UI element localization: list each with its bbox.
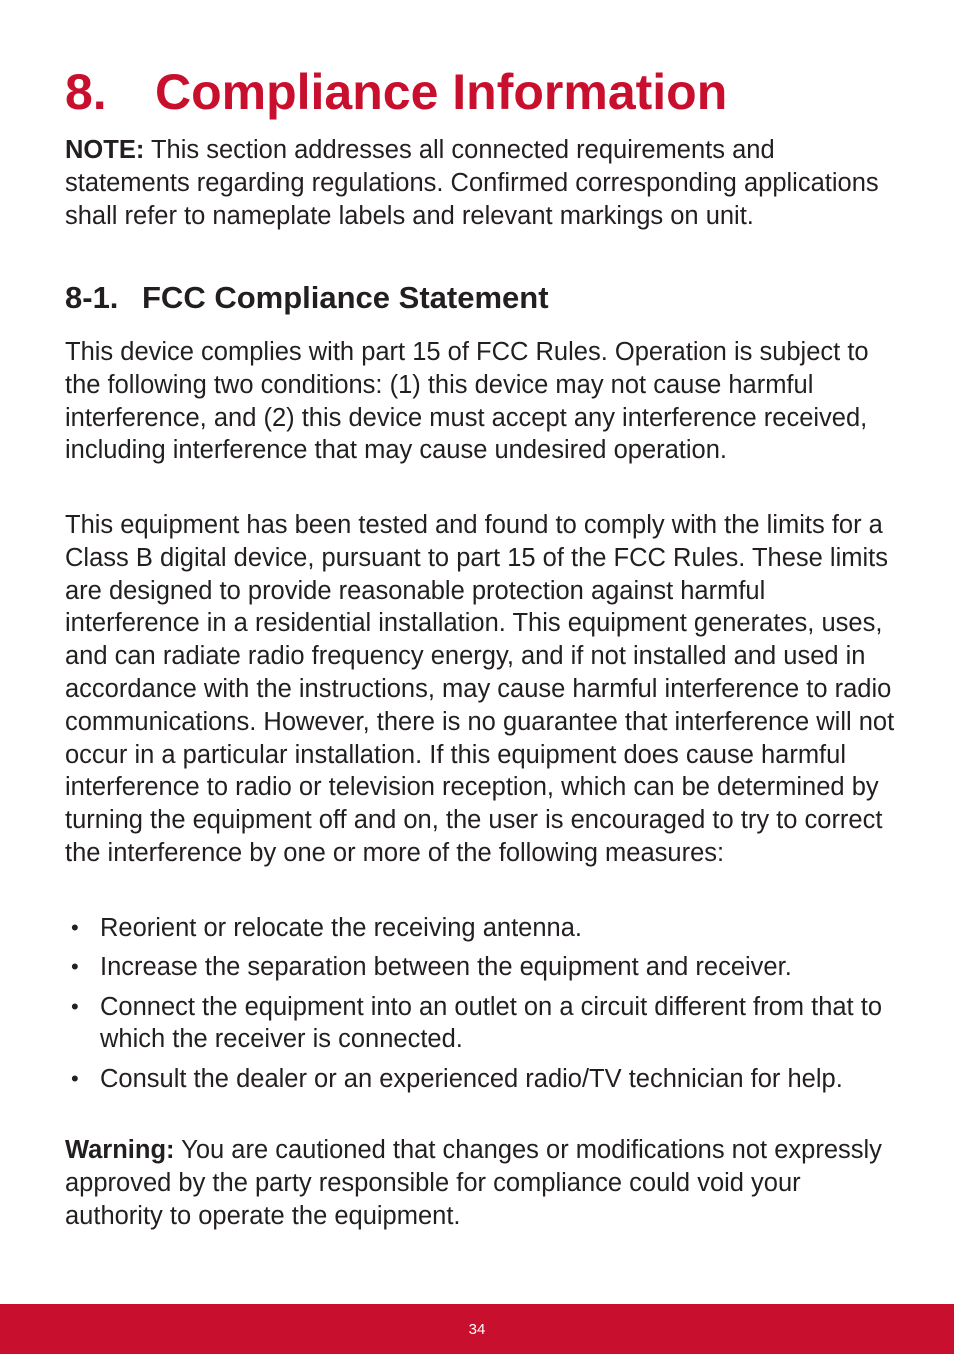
list-item-text: Increase the separation between the equipment and receiver. xyxy=(100,953,792,982)
bullet-icon: • xyxy=(71,954,79,980)
measures-list xyxy=(65,912,895,1102)
chapter-title xyxy=(65,62,727,122)
list-item xyxy=(65,912,895,945)
list-item xyxy=(65,1063,895,1096)
note-text: This section addresses all connected requirements and statements regarding regulations. Confirmed corresponding applications shall refer to nameplate labels and relevant markings on unit. xyxy=(65,136,879,230)
section-number: 8-1. xyxy=(65,280,119,315)
chapter-number: 8. xyxy=(65,64,107,120)
section-title xyxy=(65,278,549,318)
section-title-text: FCC Compliance Statement xyxy=(142,280,549,315)
page-number: 34 xyxy=(468,1320,486,1338)
warning-text: You are cautioned that changes or modifications not expressly approved by the party responsible for compliance could void your authority to operate the equipment. xyxy=(65,1136,882,1230)
bullet-icon: • xyxy=(71,993,79,1019)
list-item-text: Reorient or relocate the receiving antenna. xyxy=(100,914,582,942)
warning-paragraph xyxy=(65,1134,895,1232)
list-item-text: Connect the equipment into an outlet on a circuit different from that to which the receiver is connected. xyxy=(100,992,882,1054)
page-footer xyxy=(0,1304,954,1354)
fcc-paragraph-1: This device complies with part 15 of FCC Rules. Operation is subject to the following two conditions: (1) this device may not cause harmful interference, and (2) this device must accept any interference received, including interference that may cause undesired operation. xyxy=(65,338,869,465)
fcc-paragraph-2: This equipment has been tested and found to comply with the limits for a Class B digital device, pursuant to part 15 of the FCC Rules. These limits are designed to provide reasonable protection against harmful interference in a residential installation. This equipment generates, uses, and can radiate radio frequency energy, and if not installed and used in accordance with the instructions, may cause harmful interference to radio communications. However, there is no guarantee that interference will not occur in a particular installation. If this equipment does cause harmful interference to radio or television reception, which can be determined by turning the equipment off and on, the user is encouraged to try to correct the interference by one or more of the following measures: xyxy=(65,511,895,867)
bullet-icon: • xyxy=(71,915,79,940)
note-label: NOTE: xyxy=(65,136,145,164)
warning-label: Warning: xyxy=(65,1136,175,1164)
list-item-text: Consult the dealer or an experienced radio/TV technician for help. xyxy=(100,1064,843,1093)
note-paragraph xyxy=(65,134,895,232)
list-item xyxy=(65,991,895,1057)
chapter-title-text: Compliance Information xyxy=(155,64,728,120)
list-item xyxy=(65,951,895,984)
bullet-icon: • xyxy=(71,1065,79,1091)
